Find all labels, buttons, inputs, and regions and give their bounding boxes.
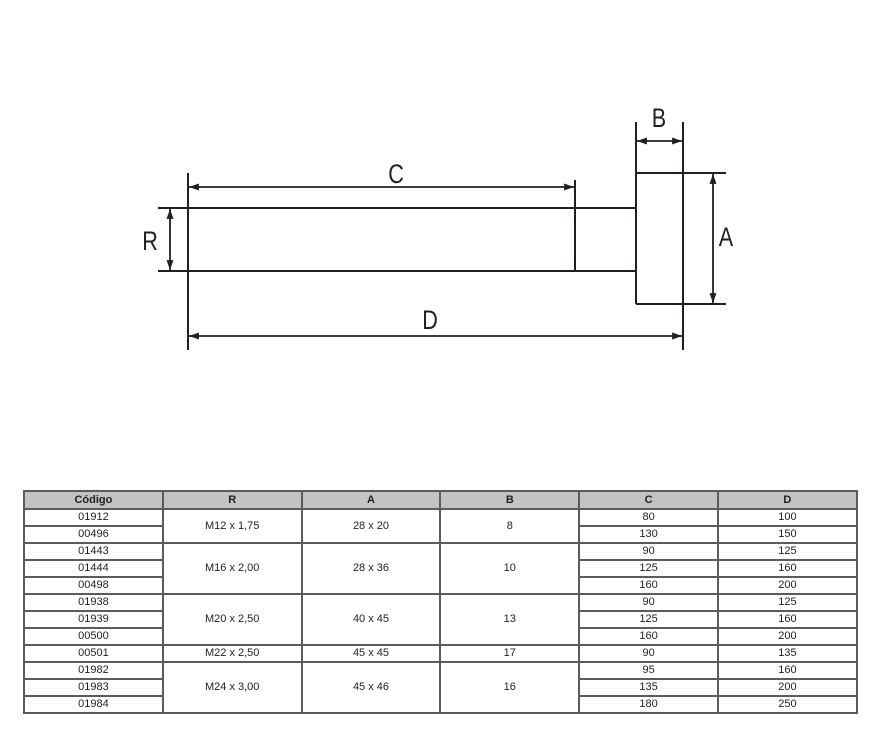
cell-d: 160 (718, 560, 857, 577)
cell-c: 125 (579, 611, 718, 628)
cell-c: 95 (579, 662, 718, 679)
table-row (24, 509, 857, 526)
table-header-codigo: Código (24, 491, 163, 509)
cell-d: 250 (718, 696, 857, 713)
dimension-label-c: C (388, 159, 404, 190)
cell-a: 45 x 46 (302, 662, 441, 713)
table-header-row (24, 491, 857, 509)
dimension-label-a: A (718, 222, 734, 253)
table-row (24, 594, 857, 611)
dimension-label-b: B (651, 103, 667, 134)
table-row (24, 645, 857, 662)
cell-d: 200 (718, 577, 857, 594)
cell-a: 40 x 45 (302, 594, 441, 645)
cell-codigo: 01938 (24, 594, 163, 611)
cell-c: 90 (579, 645, 718, 662)
cell-b: 10 (440, 543, 579, 594)
dimension-label-r: R (142, 226, 158, 257)
table-header-d: D (718, 491, 857, 509)
cell-codigo: 01912 (24, 509, 163, 526)
cell-a: 28 x 20 (302, 509, 441, 543)
cell-b: 13 (440, 594, 579, 645)
cell-r: M20 x 2,50 (163, 594, 302, 645)
table-row (24, 543, 857, 560)
cell-c: 125 (579, 560, 718, 577)
cell-c: 180 (579, 696, 718, 713)
cell-c: 90 (579, 543, 718, 560)
cell-c: 160 (579, 577, 718, 594)
cell-a: 45 x 45 (302, 645, 441, 662)
cell-codigo: 01939 (24, 611, 163, 628)
cell-codigo: 01982 (24, 662, 163, 679)
cell-c: 130 (579, 526, 718, 543)
cell-c: 90 (579, 594, 718, 611)
cell-d: 125 (718, 594, 857, 611)
dimension-label-d: D (422, 305, 438, 336)
cell-codigo: 00500 (24, 628, 163, 645)
cell-r: M12 x 1,75 (163, 509, 302, 543)
cell-d: 135 (718, 645, 857, 662)
cell-codigo: 01984 (24, 696, 163, 713)
cell-c: 135 (579, 679, 718, 696)
cell-d: 125 (718, 543, 857, 560)
table-header-c: C (579, 491, 718, 509)
table-row (24, 662, 857, 679)
cell-codigo: 01444 (24, 560, 163, 577)
cell-b: 8 (440, 509, 579, 543)
cell-r: M16 x 2,00 (163, 543, 302, 594)
cell-c: 80 (579, 509, 718, 526)
cell-codigo: 00496 (24, 526, 163, 543)
cell-b: 16 (440, 662, 579, 713)
cell-r: M24 x 3,00 (163, 662, 302, 713)
cell-b: 17 (440, 645, 579, 662)
specification-table (23, 490, 858, 714)
cell-a: 28 x 36 (302, 543, 441, 594)
cell-d: 200 (718, 679, 857, 696)
table-header-a: A (302, 491, 441, 509)
cell-d: 160 (718, 611, 857, 628)
cell-r: M22 x 2,50 (163, 645, 302, 662)
cell-codigo: 01443 (24, 543, 163, 560)
cell-d: 160 (718, 662, 857, 679)
cell-codigo: 00501 (24, 645, 163, 662)
cell-codigo: 00498 (24, 577, 163, 594)
table-header-b: B (440, 491, 579, 509)
table-header-r: R (163, 491, 302, 509)
cell-d: 100 (718, 509, 857, 526)
cell-d: 150 (718, 526, 857, 543)
cell-d: 200 (718, 628, 857, 645)
cell-codigo: 01983 (24, 679, 163, 696)
cell-c: 160 (579, 628, 718, 645)
